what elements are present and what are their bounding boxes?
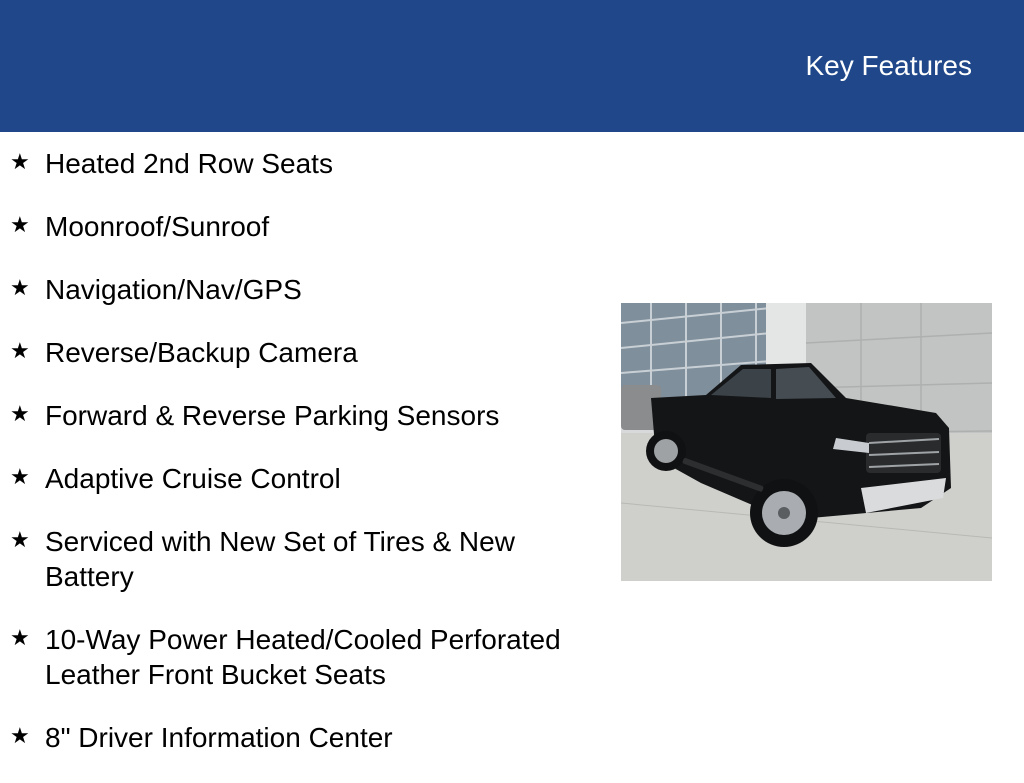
feature-item	[0, 398, 565, 433]
feature-label: Serviced with New Set of Tires & New Battery	[45, 526, 515, 592]
star-icon: ★	[10, 464, 30, 489]
header-banner	[0, 0, 1024, 132]
star-icon: ★	[10, 527, 30, 552]
star-icon: ★	[10, 212, 30, 237]
feature-label: Moonroof/Sunroof	[45, 211, 270, 242]
feature-label: Adaptive Cruise Control	[45, 463, 341, 494]
feature-item	[0, 461, 565, 496]
feature-label: Heated 2nd Row Seats	[45, 148, 333, 179]
star-icon: ★	[10, 625, 30, 650]
feature-item	[0, 209, 565, 244]
star-icon: ★	[10, 338, 30, 363]
star-icon: ★	[10, 149, 30, 174]
feature-label: Reverse/Backup Camera	[45, 337, 358, 368]
feature-label: Forward & Reverse Parking Sensors	[45, 400, 500, 431]
vehicle-photo	[621, 303, 992, 581]
feature-label: 8" Driver Information Center	[45, 722, 393, 753]
star-icon: ★	[10, 723, 30, 748]
feature-label: Navigation/Nav/GPS	[45, 274, 302, 305]
star-icon: ★	[10, 275, 30, 300]
feature-item	[0, 720, 565, 755]
feature-item	[0, 272, 565, 307]
feature-item	[0, 146, 565, 181]
feature-item	[0, 524, 565, 594]
feature-label: 10-Way Power Heated/Cooled Perforated Leather Front Bucket Seats	[45, 624, 561, 690]
feature-item	[0, 335, 565, 370]
feature-list	[0, 146, 590, 783]
star-icon: ★	[10, 401, 30, 426]
page-title: Key Features	[805, 50, 972, 81]
truck-photo-illustration	[621, 303, 992, 581]
feature-item	[0, 622, 565, 692]
